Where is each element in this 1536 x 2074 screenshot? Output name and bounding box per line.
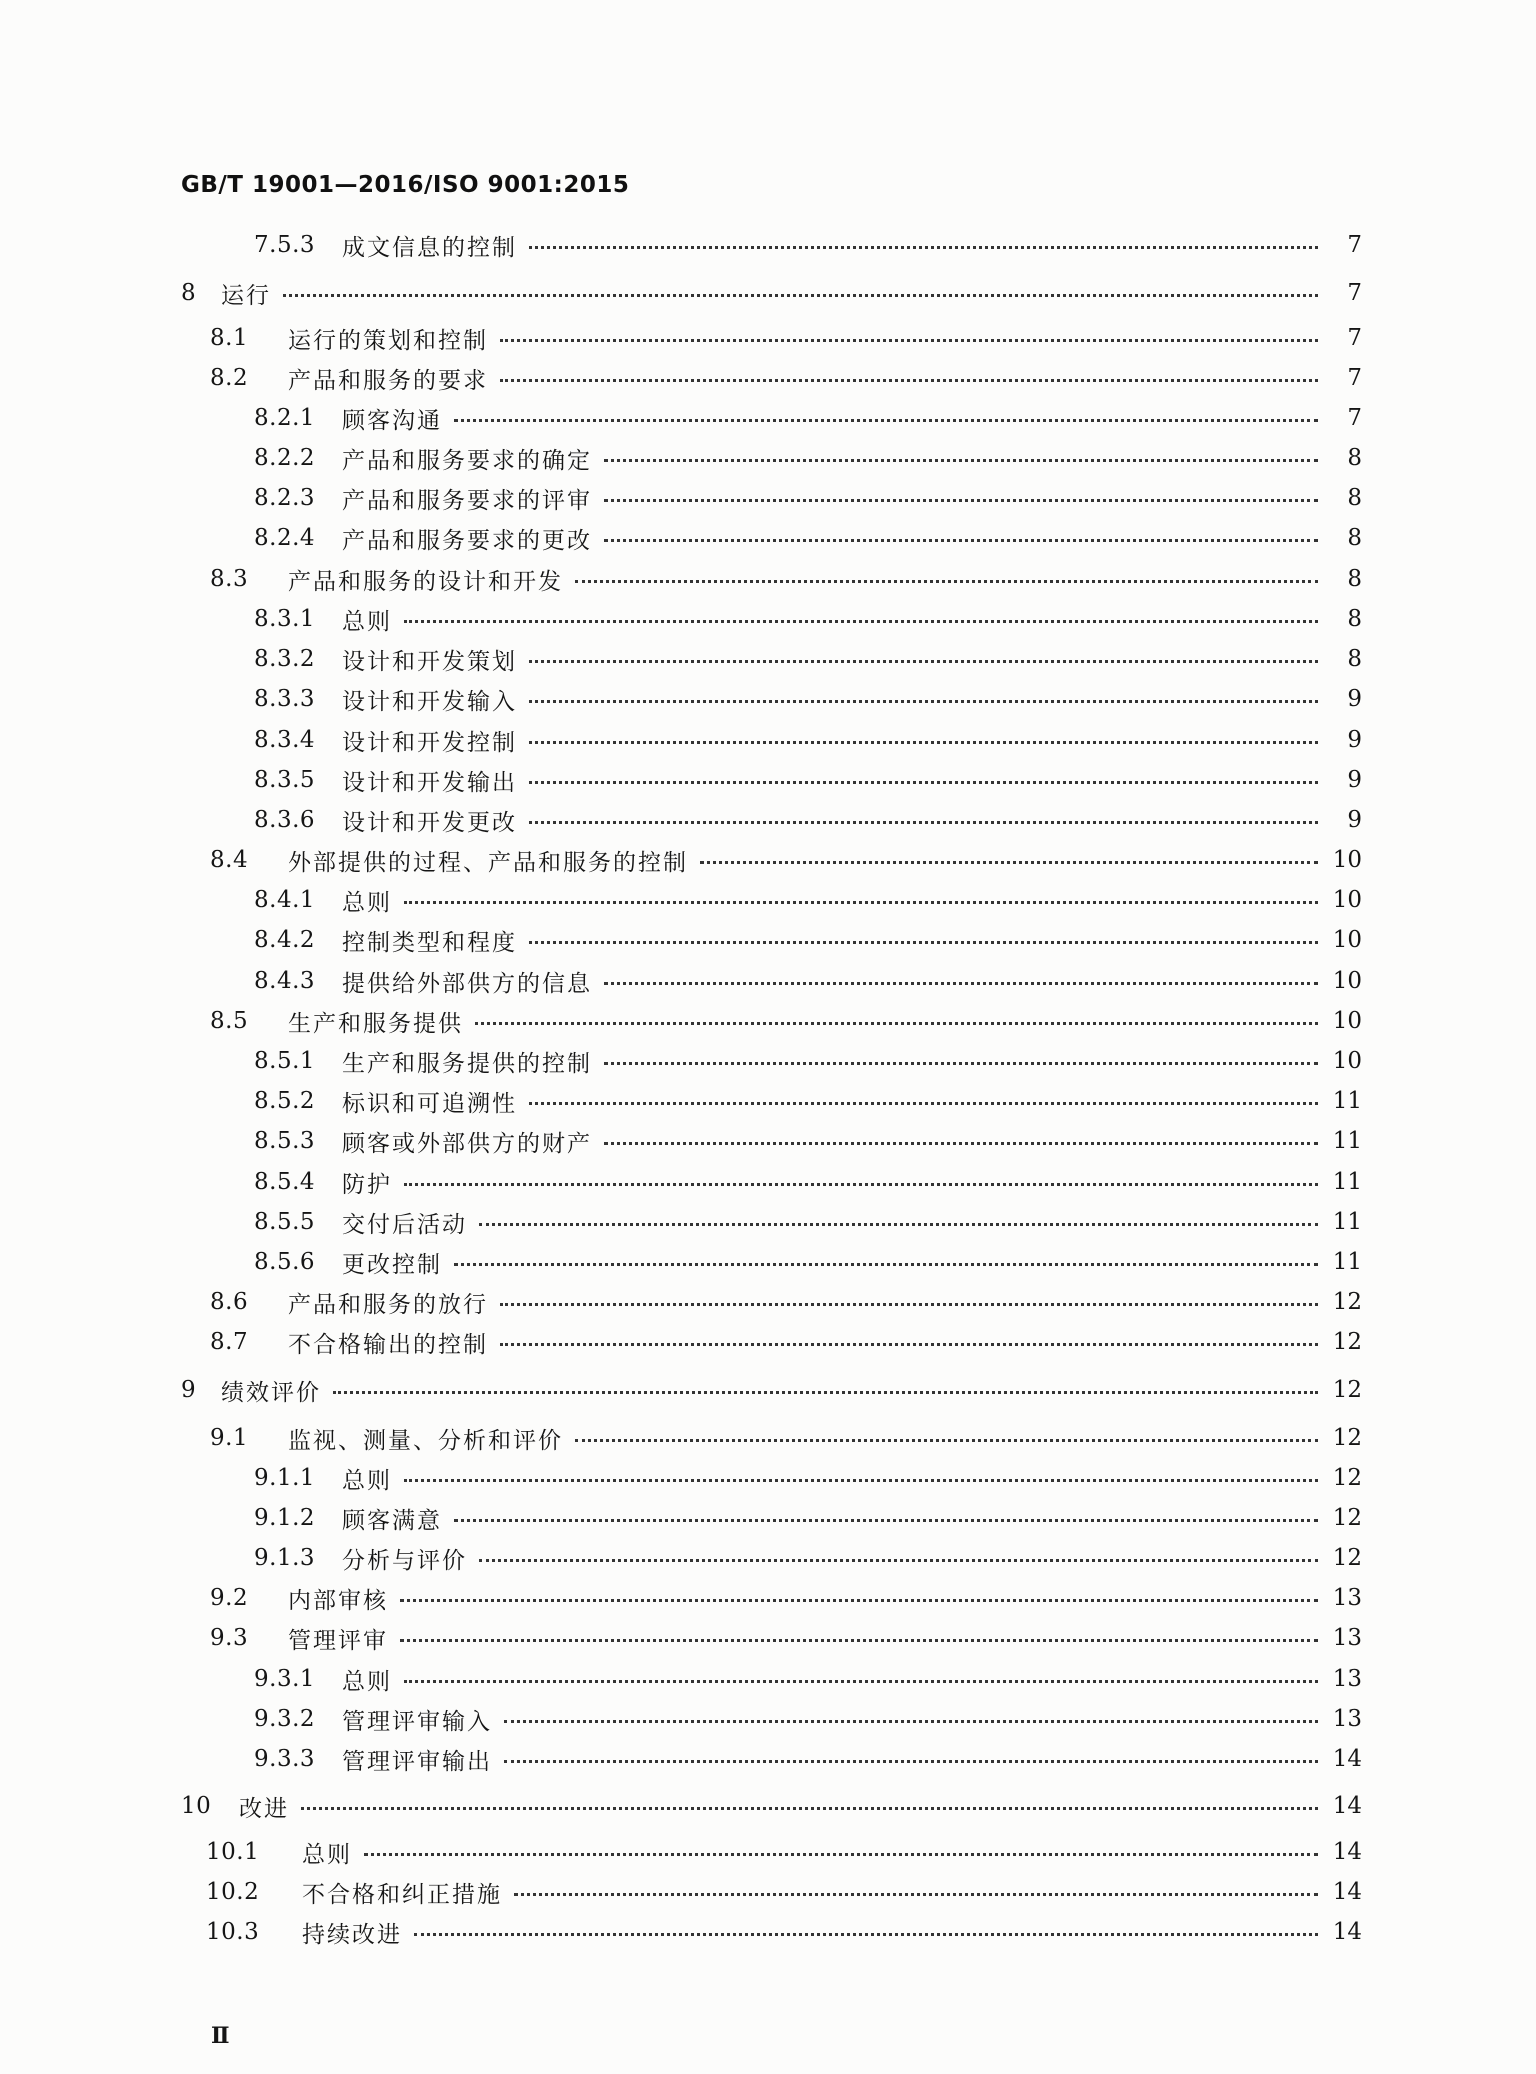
toc-entry-title: 设计和开发策划 bbox=[342, 648, 517, 675]
toc-entry-title: 防护 bbox=[342, 1171, 392, 1198]
toc-dot-leader bbox=[575, 1439, 1318, 1442]
toc-dot-leader bbox=[364, 1853, 1318, 1856]
toc-entry-title: 管理评审输出 bbox=[342, 1748, 492, 1775]
toc-dot-leader bbox=[283, 294, 1318, 297]
toc-entry-title: 分析与评价 bbox=[342, 1547, 467, 1574]
toc-entry-title: 绩效评价 bbox=[221, 1379, 321, 1406]
toc-entry-page: 13 bbox=[1332, 1706, 1362, 1732]
toc-entry-page: 10 bbox=[1332, 968, 1362, 994]
toc-entry-title: 设计和开发输出 bbox=[342, 769, 517, 796]
toc-entry bbox=[254, 882, 1362, 918]
toc-entry-page: 12 bbox=[1332, 1377, 1362, 1403]
toc-entry-title: 更改控制 bbox=[342, 1251, 442, 1278]
toc-dot-leader bbox=[604, 539, 1318, 542]
toc-dot-leader bbox=[404, 620, 1318, 623]
toc-entry-number: 8.3.6 bbox=[254, 807, 316, 833]
toc-entry bbox=[206, 1914, 1362, 1950]
toc-entry bbox=[210, 842, 1362, 878]
toc-entry bbox=[254, 1083, 1362, 1119]
toc-entry-number: 10.1 bbox=[206, 1839, 260, 1865]
toc-dot-leader bbox=[529, 821, 1318, 824]
toc-entry-title: 提供给外部供方的信息 bbox=[342, 970, 592, 997]
toc-dot-leader bbox=[529, 660, 1318, 663]
toc-entry bbox=[254, 762, 1362, 798]
toc-entry-page: 9 bbox=[1347, 727, 1362, 753]
toc-dot-leader bbox=[400, 1639, 1318, 1642]
toc-entry-page: 7 bbox=[1347, 325, 1362, 351]
toc-entry-number: 8.3.1 bbox=[254, 606, 316, 632]
toc-entry-page: 10 bbox=[1332, 1048, 1362, 1074]
toc-entry-title: 外部提供的过程、产品和服务的控制 bbox=[288, 849, 688, 876]
toc-dot-leader bbox=[500, 1303, 1318, 1306]
toc-entry-number: 8.4 bbox=[210, 847, 249, 873]
toc-entry bbox=[254, 440, 1362, 476]
toc-entry bbox=[254, 1204, 1362, 1240]
toc-entry-title: 管理评审 bbox=[288, 1627, 388, 1654]
toc-entry-page: 9 bbox=[1347, 807, 1362, 833]
toc-entry-number: 8.4.1 bbox=[254, 887, 316, 913]
toc-entry-number: 8.3.3 bbox=[254, 686, 316, 712]
toc-entry-title: 产品和服务要求的确定 bbox=[342, 447, 592, 474]
toc-entry bbox=[254, 1164, 1362, 1200]
toc-entry-title: 产品和服务的设计和开发 bbox=[288, 568, 563, 595]
toc-entry-number: 8.5.5 bbox=[254, 1209, 316, 1235]
toc-dot-leader bbox=[529, 781, 1318, 784]
toc-entry-page: 8 bbox=[1347, 646, 1362, 672]
toc-dot-leader bbox=[604, 499, 1318, 502]
toc-dot-leader bbox=[604, 1142, 1318, 1145]
toc-entry-number: 8.2 bbox=[210, 365, 249, 391]
toc-dot-leader bbox=[404, 1479, 1318, 1482]
toc-entry-page: 11 bbox=[1332, 1249, 1362, 1275]
toc-entry-number: 8.5.4 bbox=[254, 1169, 316, 1195]
toc-entry-title: 不合格和纠正措施 bbox=[302, 1881, 502, 1908]
toc-dot-leader bbox=[454, 419, 1318, 422]
toc-dot-leader bbox=[575, 580, 1318, 583]
toc-entry bbox=[254, 1661, 1362, 1697]
toc-entry-number: 8.5.3 bbox=[254, 1128, 316, 1154]
toc-entry bbox=[254, 1460, 1362, 1496]
toc-dot-leader bbox=[454, 1519, 1318, 1522]
toc-dot-leader bbox=[475, 1022, 1318, 1025]
toc-entry bbox=[210, 1580, 1362, 1616]
toc-entry bbox=[254, 922, 1362, 958]
toc-entry-page: 7 bbox=[1347, 232, 1362, 258]
toc-dot-leader bbox=[500, 339, 1318, 342]
toc-entry-title: 管理评审输入 bbox=[342, 1708, 492, 1735]
toc-entry-title: 生产和服务提供 bbox=[288, 1010, 463, 1037]
toc-dot-leader bbox=[414, 1933, 1318, 1936]
toc-entry bbox=[254, 722, 1362, 758]
toc-entry-number: 8.3.4 bbox=[254, 727, 316, 753]
toc-entry-page: 8 bbox=[1347, 525, 1362, 551]
toc-entry-page: 11 bbox=[1332, 1088, 1362, 1114]
toc-entry-number: 8.3.2 bbox=[254, 646, 316, 672]
toc-entry-number: 8.5 bbox=[210, 1008, 249, 1034]
toc-dot-leader bbox=[333, 1391, 1318, 1394]
toc-entry-page: 8 bbox=[1347, 606, 1362, 632]
toc-entry-number: 9.2 bbox=[210, 1585, 249, 1611]
toc-entry bbox=[210, 1003, 1362, 1039]
toc-entry bbox=[254, 681, 1362, 717]
toc-entry-title: 总则 bbox=[342, 889, 392, 916]
toc-entry-title: 交付后活动 bbox=[342, 1211, 467, 1238]
toc-entry-number: 8.1 bbox=[210, 325, 249, 351]
toc-entry-number: 8.5.6 bbox=[254, 1249, 316, 1275]
page-number-footer: Ⅱ bbox=[211, 2023, 230, 2049]
toc-entry-page: 10 bbox=[1332, 847, 1362, 873]
toc-entry-page: 7 bbox=[1347, 280, 1362, 306]
toc-entry-title: 内部审核 bbox=[288, 1587, 388, 1614]
toc-entry-page: 14 bbox=[1332, 1919, 1362, 1945]
toc-entry-title: 产品和服务的要求 bbox=[288, 367, 488, 394]
toc-entry bbox=[254, 1043, 1362, 1079]
toc-dot-leader bbox=[479, 1559, 1318, 1562]
toc-entry bbox=[206, 1874, 1362, 1910]
toc-dot-leader bbox=[504, 1720, 1318, 1723]
toc-entry bbox=[254, 1741, 1362, 1777]
toc-entry bbox=[254, 601, 1362, 637]
toc-entry bbox=[210, 561, 1362, 597]
toc-entry-title: 总则 bbox=[342, 1668, 392, 1695]
toc-entry-number: 9.3.3 bbox=[254, 1746, 316, 1772]
toc-entry-number: 8.6 bbox=[210, 1289, 249, 1315]
toc-entry-number: 8.2.4 bbox=[254, 525, 316, 551]
toc-entry-title: 顾客沟通 bbox=[342, 407, 442, 434]
toc-entry-page: 12 bbox=[1332, 1465, 1362, 1491]
toc-entry bbox=[254, 1244, 1362, 1280]
toc-entry-number: 9.1 bbox=[210, 1425, 249, 1451]
toc-entry-number: 10.2 bbox=[206, 1879, 260, 1905]
toc-entry bbox=[254, 963, 1362, 999]
toc-entry-number: 8.7 bbox=[210, 1329, 249, 1355]
toc-dot-leader bbox=[404, 1183, 1318, 1186]
toc-entry-number: 9 bbox=[181, 1377, 197, 1403]
toc-entry-page: 8 bbox=[1347, 566, 1362, 592]
document-header: GB/T 19001—2016/ISO 9001:2015 bbox=[181, 172, 630, 198]
toc-entry-page: 10 bbox=[1332, 887, 1362, 913]
toc-entry-page: 13 bbox=[1332, 1625, 1362, 1651]
toc-entry bbox=[210, 1420, 1362, 1456]
toc-entry-title: 顾客满意 bbox=[342, 1507, 442, 1534]
toc-dot-leader bbox=[529, 700, 1318, 703]
toc-dot-leader bbox=[700, 861, 1318, 864]
toc-entry-title: 运行 bbox=[221, 282, 271, 309]
toc-entry-page: 12 bbox=[1332, 1425, 1362, 1451]
toc-entry-title: 产品和服务要求的评审 bbox=[342, 487, 592, 514]
toc-entry-title: 生产和服务提供的控制 bbox=[342, 1050, 592, 1077]
toc-entry-page: 13 bbox=[1332, 1585, 1362, 1611]
toc-entry-number: 8 bbox=[181, 280, 197, 306]
toc-entry-page: 10 bbox=[1332, 1008, 1362, 1034]
toc-entry bbox=[254, 641, 1362, 677]
toc-entry-page: 14 bbox=[1332, 1746, 1362, 1772]
toc-entry bbox=[210, 1324, 1362, 1360]
toc-entry-number: 8.2.2 bbox=[254, 445, 316, 471]
toc-entry-page: 9 bbox=[1347, 686, 1362, 712]
toc-entry-number: 8.4.2 bbox=[254, 927, 316, 953]
toc-dot-leader bbox=[404, 1680, 1318, 1683]
toc-entry bbox=[210, 320, 1362, 356]
toc-entry-title: 产品和服务要求的更改 bbox=[342, 527, 592, 554]
toc-entry-page: 9 bbox=[1347, 767, 1362, 793]
toc-entry-number: 9.1.2 bbox=[254, 1505, 316, 1531]
toc-entry-page: 8 bbox=[1347, 445, 1362, 471]
toc-entry-page: 11 bbox=[1332, 1209, 1362, 1235]
toc-entry bbox=[181, 275, 1362, 311]
toc-dot-leader bbox=[479, 1223, 1318, 1226]
toc-entry-number: 8.2.1 bbox=[254, 405, 316, 431]
toc-entry-title: 顾客或外部供方的财产 bbox=[342, 1130, 592, 1157]
toc-entry bbox=[254, 1701, 1362, 1737]
toc-entry-page: 8 bbox=[1347, 485, 1362, 511]
toc-dot-leader bbox=[514, 1893, 1318, 1896]
toc-dot-leader bbox=[500, 1343, 1318, 1346]
toc-entry-title: 产品和服务的放行 bbox=[288, 1291, 488, 1318]
toc-dot-leader bbox=[529, 741, 1318, 744]
toc-entry-number: 10 bbox=[181, 1793, 212, 1819]
toc-dot-leader bbox=[604, 459, 1318, 462]
toc-entry bbox=[254, 400, 1362, 436]
toc-entry-number: 8.5.1 bbox=[254, 1048, 316, 1074]
toc-entry bbox=[181, 1788, 1362, 1824]
toc-dot-leader bbox=[504, 1760, 1318, 1763]
toc-entry-page: 12 bbox=[1332, 1289, 1362, 1315]
toc-entry bbox=[254, 1540, 1362, 1576]
toc-dot-leader bbox=[604, 1062, 1318, 1065]
toc-entry bbox=[210, 1284, 1362, 1320]
toc-entry-number: 8.3 bbox=[210, 566, 249, 592]
toc-entry-title: 成文信息的控制 bbox=[342, 234, 517, 261]
toc-entry-page: 14 bbox=[1332, 1879, 1362, 1905]
toc-entry-number: 7.5.3 bbox=[254, 232, 316, 258]
toc-entry-page: 11 bbox=[1332, 1169, 1362, 1195]
toc-entry-page: 14 bbox=[1332, 1839, 1362, 1865]
toc-dot-leader bbox=[404, 901, 1318, 904]
toc-entry bbox=[254, 227, 1362, 263]
toc-entry bbox=[210, 360, 1362, 396]
toc-entry-title: 不合格输出的控制 bbox=[288, 1331, 488, 1358]
toc-entry-title: 持续改进 bbox=[302, 1921, 402, 1948]
toc-entry-number: 9.3 bbox=[210, 1625, 249, 1651]
toc-entry bbox=[254, 520, 1362, 556]
toc-entry bbox=[254, 480, 1362, 516]
toc-entry bbox=[210, 1620, 1362, 1656]
toc-entry-number: 8.5.2 bbox=[254, 1088, 316, 1114]
toc-entry bbox=[181, 1372, 1362, 1408]
toc-entry-page: 13 bbox=[1332, 1666, 1362, 1692]
toc-entry-number: 9.1.3 bbox=[254, 1545, 316, 1571]
toc-entry-title: 标识和可追溯性 bbox=[342, 1090, 517, 1117]
toc-entry-title: 设计和开发更改 bbox=[342, 809, 517, 836]
toc-dot-leader bbox=[301, 1807, 1318, 1810]
toc-entry bbox=[206, 1834, 1362, 1870]
toc-entry-number: 9.3.1 bbox=[254, 1666, 316, 1692]
toc-entry-page: 10 bbox=[1332, 927, 1362, 953]
toc-entry-title: 总则 bbox=[342, 1467, 392, 1494]
toc-entry bbox=[254, 802, 1362, 838]
toc-entry-number: 8.3.5 bbox=[254, 767, 316, 793]
toc-dot-leader bbox=[500, 379, 1318, 382]
toc-entry-number: 8.4.3 bbox=[254, 968, 316, 994]
toc-entry-number: 10.3 bbox=[206, 1919, 260, 1945]
toc-dot-leader bbox=[529, 246, 1318, 249]
toc-dot-leader bbox=[454, 1263, 1318, 1266]
toc-entry bbox=[254, 1123, 1362, 1159]
toc-entry-page: 7 bbox=[1347, 405, 1362, 431]
toc-entry-title: 设计和开发控制 bbox=[342, 729, 517, 756]
toc-entry-title: 运行的策划和控制 bbox=[288, 327, 488, 354]
toc-entry-page: 12 bbox=[1332, 1329, 1362, 1355]
toc-entry-page: 11 bbox=[1332, 1128, 1362, 1154]
toc-entry-page: 12 bbox=[1332, 1545, 1362, 1571]
toc-entry-page: 14 bbox=[1332, 1793, 1362, 1819]
toc-entry-number: 9.1.1 bbox=[254, 1465, 316, 1491]
toc-entry-title: 改进 bbox=[239, 1795, 289, 1822]
toc-entry-title: 设计和开发输入 bbox=[342, 688, 517, 715]
toc-dot-leader bbox=[529, 941, 1318, 944]
toc-entry-title: 总则 bbox=[302, 1841, 352, 1868]
toc-entry-page: 7 bbox=[1347, 365, 1362, 391]
toc-entry-number: 9.3.2 bbox=[254, 1706, 316, 1732]
toc-entry-title: 总则 bbox=[342, 608, 392, 635]
toc-entry-title: 监视、测量、分析和评价 bbox=[288, 1427, 563, 1454]
toc-entry-page: 12 bbox=[1332, 1505, 1362, 1531]
toc-entry-number: 8.2.3 bbox=[254, 485, 316, 511]
toc-dot-leader bbox=[604, 982, 1318, 985]
toc-dot-leader bbox=[529, 1102, 1318, 1105]
toc-entry bbox=[254, 1500, 1362, 1536]
toc-entry-title: 控制类型和程度 bbox=[342, 929, 517, 956]
toc-dot-leader bbox=[400, 1599, 1318, 1602]
